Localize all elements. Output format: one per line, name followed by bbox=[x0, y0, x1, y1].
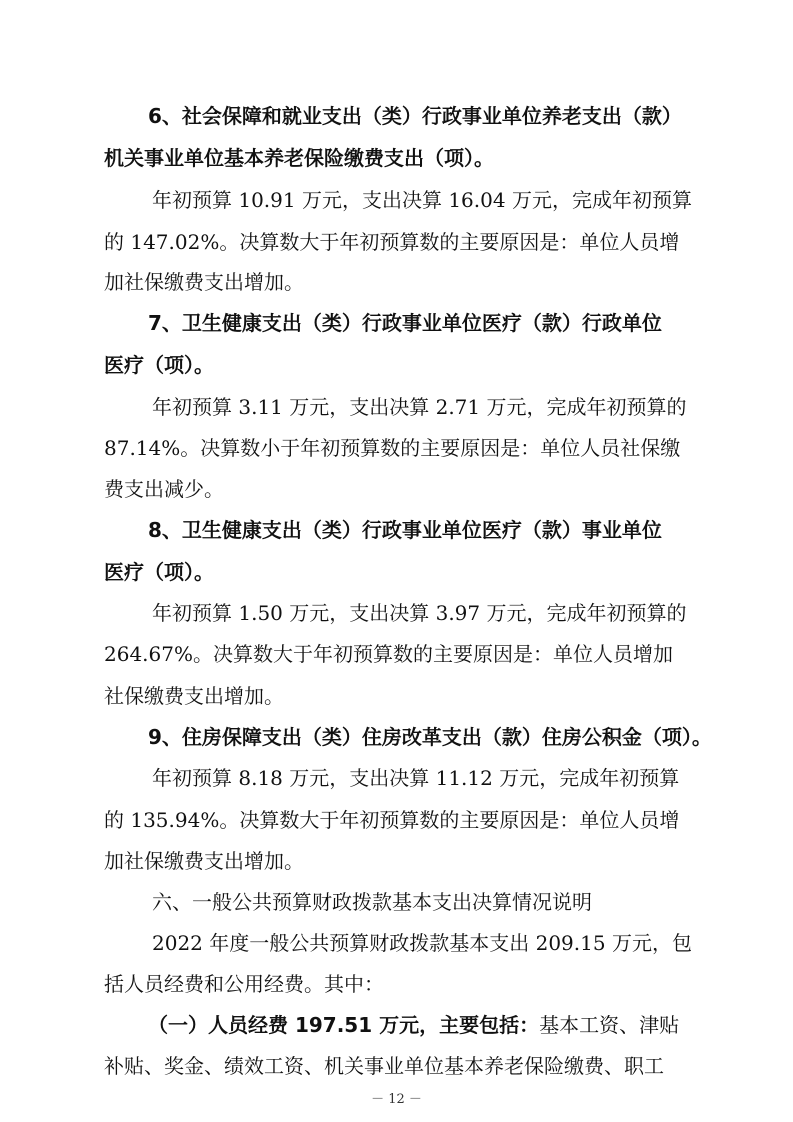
paragraph-line: 的 135.94%。决算数大于年初预算数的主要原因是：单位人员增 bbox=[104, 808, 680, 832]
heading-item-7-line1: 7、卫生健康支出（类）行政事业单位医疗（款）行政单位 bbox=[148, 311, 662, 335]
heading-item-8-line1: 8、卫生健康支出（类）行政事业单位医疗（款）事业单位 bbox=[148, 518, 662, 542]
paragraph-line: 年初预算 3.11 万元，支出决算 2.71 万元，完成年初预算的 bbox=[152, 395, 687, 419]
paragraph-line: 加社保缴费支出增加。 bbox=[104, 849, 304, 873]
heading-item-7-line2: 医疗（项）。 bbox=[104, 353, 214, 377]
paragraph-line: 加社保缴费支出增加。 bbox=[104, 270, 304, 294]
personnel-expense-paragraph bbox=[148, 1005, 748, 1045]
paragraph-line: 年初预算 1.50 万元，支出决算 3.97 万元，完成年初预算的 bbox=[152, 601, 687, 625]
section-heading-six: 六、一般公共预算财政拨款基本支出决算情况说明 bbox=[152, 890, 592, 914]
heading-item-6-line1: 6、社会保障和就业支出（类）行政事业单位养老支出（款） bbox=[148, 104, 682, 128]
personnel-expense-items: 基本工资、津贴 bbox=[539, 1013, 680, 1037]
heading-item-6-line2: 机关事业单位基本养老保险缴费支出（项）。 bbox=[104, 146, 494, 170]
page-number: － 12 － bbox=[371, 1092, 422, 1107]
paragraph-line: 补贴、奖金、绩效工资、机关事业单位基本养老保险缴费、职工 bbox=[104, 1054, 664, 1078]
paragraph-line: 87.14%。决算数小于年初预算数的主要原因是：单位人员社保缴 bbox=[104, 436, 681, 460]
paragraph-line: 费支出减少。 bbox=[104, 477, 224, 501]
paragraph-line: 年初预算 10.91 万元，支出决算 16.04 万元，完成年初预算 bbox=[152, 188, 692, 212]
paragraph-line: 社保缴费支出增加。 bbox=[104, 684, 284, 708]
paragraph-line: 括人员经费和公用经费。其中： bbox=[104, 972, 384, 996]
heading-item-9: 9、住房保障支出（类）住房改革支出（款）住房公积金（项）。 bbox=[148, 725, 712, 749]
personnel-expense-label: （一）人员经费 197.51 万元，主要包括： bbox=[148, 1013, 540, 1037]
heading-item-8-line2: 医疗（项）。 bbox=[104, 560, 214, 584]
paragraph-line: 2022 年度一般公共预算财政拨款基本支出 209.15 万元，包 bbox=[152, 931, 692, 955]
paragraph-line: 264.67%。决算数大于年初预算数的主要原因是：单位人员增加 bbox=[104, 642, 673, 666]
paragraph-line: 年初预算 8.18 万元，支出决算 11.12 万元，完成年初预算 bbox=[152, 766, 680, 790]
paragraph-line: 的 147.02%。决算数大于年初预算数的主要原因是：单位人员增 bbox=[104, 230, 680, 254]
